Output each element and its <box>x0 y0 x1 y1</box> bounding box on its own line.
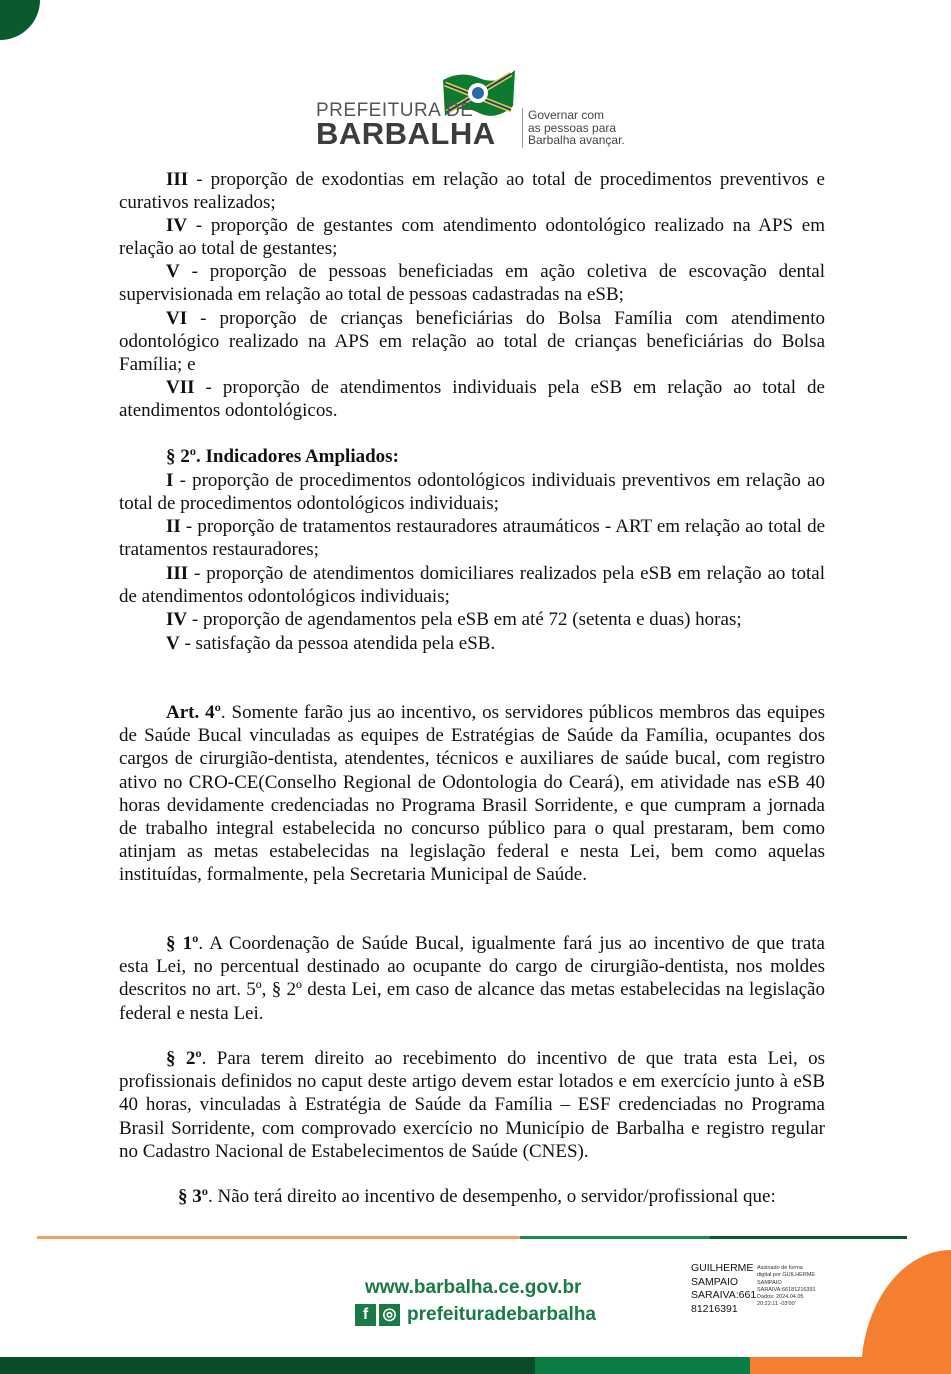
paragraph-text: - proporção de gestantes com atendimento odontológico realizado na APS em relação ao total de gestantes; <box>119 215 825 260</box>
paragraph-label: § 1º <box>166 933 199 954</box>
paragraph-text: - proporção de exodontias em relação ao total de procedimentos preventivos e curativos realizados; <box>119 169 825 214</box>
paragraph-label: VII <box>166 377 195 398</box>
paragraph-text: - proporção de crianças beneficiárias do Bolsa Família com atendimento odontológico realizado na APS em relação ao total de crianças beneficiárias do Bolsa Família; e <box>119 308 825 376</box>
paragraph <box>119 376 825 422</box>
paragraph-text: - proporção de tratamentos restauradores atraumáticos - ART em relação ao total de tratamentos restauradores; <box>119 516 825 561</box>
paragraph-label: § 2º. Indicadores Ampliados: <box>166 446 399 467</box>
paragraph <box>119 515 825 561</box>
paragraph-label: I <box>166 470 174 491</box>
paragraph <box>119 445 825 468</box>
paragraph-label: IV <box>166 215 188 236</box>
paragraph <box>119 214 825 260</box>
footer-rule-darkgreen <box>710 1236 907 1239</box>
signature-info: Assinado de forma digital por GUILHERME SAMPAIO SARAIVA:66181216391 Dados: 2024.04.05 20:22:11 -03'00' <box>757 1265 816 1308</box>
signature-name: GUILHERME SAMPAIO SARAIVA:661 81216391 <box>691 1262 757 1315</box>
paragraph <box>119 932 825 1025</box>
paragraph <box>119 632 825 655</box>
bottom-band-orange <box>750 1357 951 1374</box>
paragraph-label: V <box>166 261 180 282</box>
paragraph <box>119 562 825 608</box>
paragraph-text: - proporção de agendamentos pela eSB em até 72 (setenta e duas) horas; <box>187 609 742 630</box>
paragraph-text: . Para terem direito ao recebimento do incentivo de que trata esta Lei, os profissionais definidos no caput deste artigo devem estar lotados e em exercício junto à eSB 40 horas, vinculadas à Estratégia de Saúde da Família – ESF credenciadas no Programa Brasil Sorridente, com comprovado exercício no Município de Barbalha e registro regular no Cadastro Nacional de Estabelecimentos de Saúde (CNES). <box>119 1048 825 1162</box>
social-handle[interactable]: prefeituradebarbalha <box>407 1304 596 1325</box>
logo-line1: PREFEITURA DE <box>316 100 474 121</box>
paragraph-text: . A Coordenação de Saúde Bucal, igualmente fará jus ao incentivo de que trata esta Lei, no percentual destinado ao ocupante do cargo de cirurgião-dentista, nos moldes descritos no art. 5º, § 2º desta Lei, em caso de alcance das metas estabelecidas na legislação federal e nesta Lei. <box>119 933 825 1024</box>
tagline: Governar com as pessoas para Barbalha avançar. <box>528 108 625 147</box>
paragraph-label: V <box>166 633 180 654</box>
bottom-band-green <box>535 1357 750 1374</box>
paragraph <box>119 608 825 631</box>
paragraph-label: § 2º <box>166 1048 202 1069</box>
paragraph <box>119 469 825 515</box>
paragraph-text: - proporção de atendimentos individuais pela eSB em relação ao total de atendimentos odontológicos. <box>119 377 825 422</box>
divider <box>522 108 523 148</box>
footer-rule-orange <box>37 1236 520 1239</box>
paragraph-label: VI <box>166 308 188 329</box>
footer-rule-green <box>520 1236 710 1239</box>
paragraph-label: Art. 4º <box>166 702 221 723</box>
corner-decoration-orange <box>861 1250 951 1374</box>
prefeitura-logo <box>316 64 636 154</box>
paragraph-text: . Não terá direito ao incentivo de desempenho, o servidor/profissional que: <box>208 1186 776 1207</box>
corner-decoration <box>0 0 40 40</box>
instagram-icon[interactable]: ◎ <box>379 1304 400 1326</box>
paragraph <box>119 260 825 306</box>
paragraph-label: III <box>166 563 189 584</box>
paragraph-text: - satisfação da pessoa atendida pela eSB. <box>179 633 496 654</box>
paragraph <box>119 701 825 887</box>
paragraph-text: - proporção de atendimentos domiciliares realizados pela eSB em relação ao total de atendimentos odontológicos individuais; <box>119 563 825 608</box>
paragraph <box>119 1185 825 1208</box>
paragraph-label: III <box>166 169 189 190</box>
paragraph-text: - proporção de procedimentos odontológicos individuais preventivos em relação ao total de procedimentos odontológicos individuais; <box>119 470 825 515</box>
bottom-band-darkgreen <box>0 1357 535 1374</box>
website-link[interactable]: www.barbalha.ce.gov.br <box>365 1277 582 1298</box>
paragraph <box>119 1047 825 1163</box>
paragraph-label: § 3º <box>178 1186 209 1207</box>
paragraph <box>119 168 825 214</box>
facebook-icon[interactable]: f <box>355 1304 376 1326</box>
paragraph <box>119 307 825 377</box>
paragraph-text: - proporção de pessoas beneficiadas em ação coletiva de escovação dental supervisionada em relação ao total de pessoas cadastradas na eSB; <box>119 261 825 306</box>
paragraph-label: II <box>166 516 181 537</box>
paragraph-text: . Somente farão jus ao incentivo, os servidores públicos membros das equipes de Saúde Bucal vinculadas as equipes de Estratégias de Saúde da Família, ocupantes dos cargos de cirurgião-dentista, atendentes, técnicos e auxiliares de saúde bucal, com registro ativo no CRO-CE(Conselho Regional de Odontologia do Ceará), em atividade nas eSB 40 horas devidamente credenciadas no Programa Brasil Sorridente, e que cumpram a jornada de trabalho integral estabelecida no concurso público para o qual prestaram, bem como atinjam as metas estabelecidas na legislação federal e nesta Lei, bem como aquelas instituídas, formalmente, pela Secretaria Municipal de Saúde. <box>119 702 825 886</box>
paragraph-label: IV <box>166 609 188 630</box>
social-links <box>355 1304 596 1326</box>
logo-line2: BARBALHA <box>316 116 496 151</box>
